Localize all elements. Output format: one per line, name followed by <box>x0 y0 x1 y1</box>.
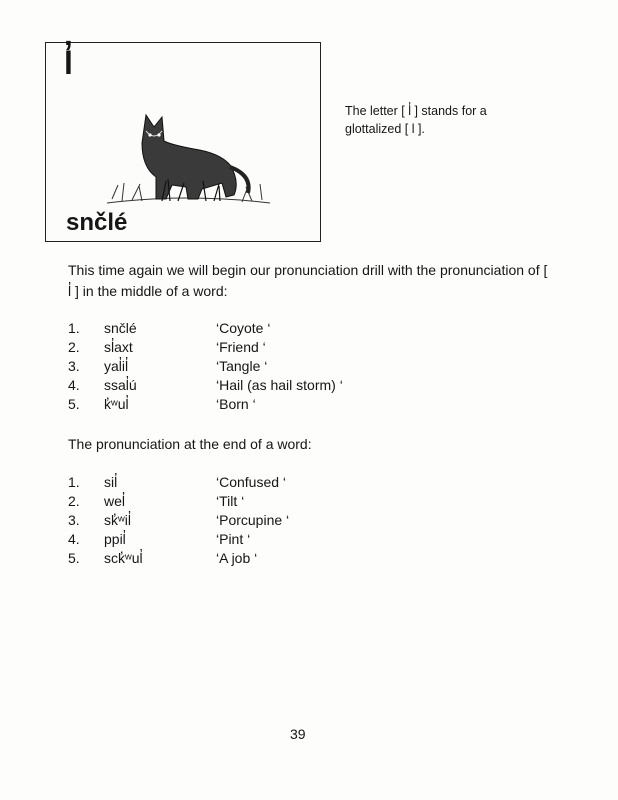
coyote-drawing <box>102 101 272 205</box>
card-word: snčlé <box>66 209 128 236</box>
intro-paragraph: This time again we will begin our pronunciation drill with the pronunciation of [ l̓ ] in the middle of a word: <box>68 262 548 299</box>
page-number: 39 <box>290 726 306 742</box>
letter-card <box>45 42 321 242</box>
letter-note: The letter [ l̓ ] stands for a glottalized [ l ]. <box>345 104 487 136</box>
card-letter: l̓ <box>64 45 73 81</box>
end-word-heading: The pronunciation at the end of a word: <box>68 436 312 452</box>
